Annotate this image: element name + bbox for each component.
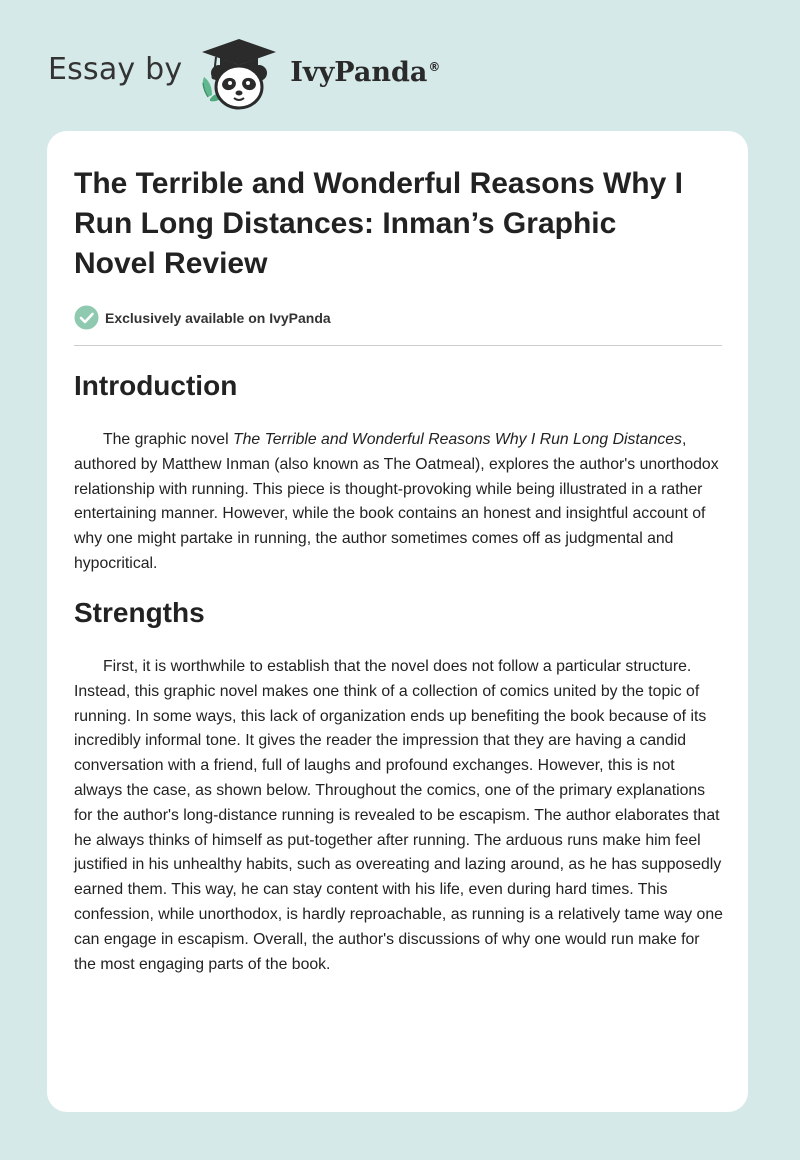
essay-title: The Terrible and Wonderful Reasons Why I Run Long Distances: Inman’s Graphic Novel Review bbox=[74, 167, 683, 280]
section-heading-strengths: Strengths bbox=[74, 597, 205, 628]
brand-prefix: Essay by bbox=[48, 51, 183, 87]
introduction-paragraph bbox=[74, 428, 723, 577]
book-title-emphasis: The Terrible and Wonderful Reasons Why I Run Long Distances bbox=[232, 431, 682, 448]
introduction-text-start: The graphic novel bbox=[103, 431, 233, 448]
title-divider bbox=[74, 345, 722, 346]
brand-name: IvyPanda® bbox=[290, 56, 441, 88]
introduction-text-end: , authored by Matthew Inman (also known as The Oatmeal), explores the author's unorthodox relationship with running. This piece is thought-provoking while being illustrated in a rather entertaining manner. However, while the book contains an honest and insightful account of why one might partake in running, the author sometimes comes off as judgmental and hypocritical. bbox=[74, 431, 719, 572]
section-heading-introduction: Introduction bbox=[74, 370, 238, 401]
essay-card bbox=[47, 131, 748, 1112]
site-brand[interactable] bbox=[48, 34, 440, 114]
panda-graduate-icon bbox=[194, 35, 284, 113]
registered-mark: ® bbox=[428, 59, 441, 74]
exclusive-badge bbox=[74, 305, 331, 330]
exclusive-label: Exclusively available on IvyPanda bbox=[105, 309, 331, 326]
strengths-paragraph: First, it is worthwhile to establish that the novel does not follow a particular structure. Instead, this graphic novel makes one think of a collection of comics united by the topic of running. In some ways, this lack of organization ends up benefiting the book because of its incredibly informal tone. It gives the reader the impression that they are having a candid conversation with a friend, full of laughs and profound exchanges. However, this is not always the case, as shown below. Throughout the comics, one of the primary explanations for the author's long-distance running is revealed to be escapism. The author elaborates that he always thinks of himself as put-together after running. The arduous runs make him feel justified in his unhealthy habits, such as overeating and lazing around, as he has supposedly earned them. This way, he can stay content with his life, even during hard times. This confession, while unorthodox, is hardly reproachable, as running is a relatively tame way one can engage in escapism. Overall, the author's discussions of why one would run make for the most engaging parts of the book. bbox=[74, 658, 723, 973]
check-badge-icon bbox=[74, 305, 99, 330]
